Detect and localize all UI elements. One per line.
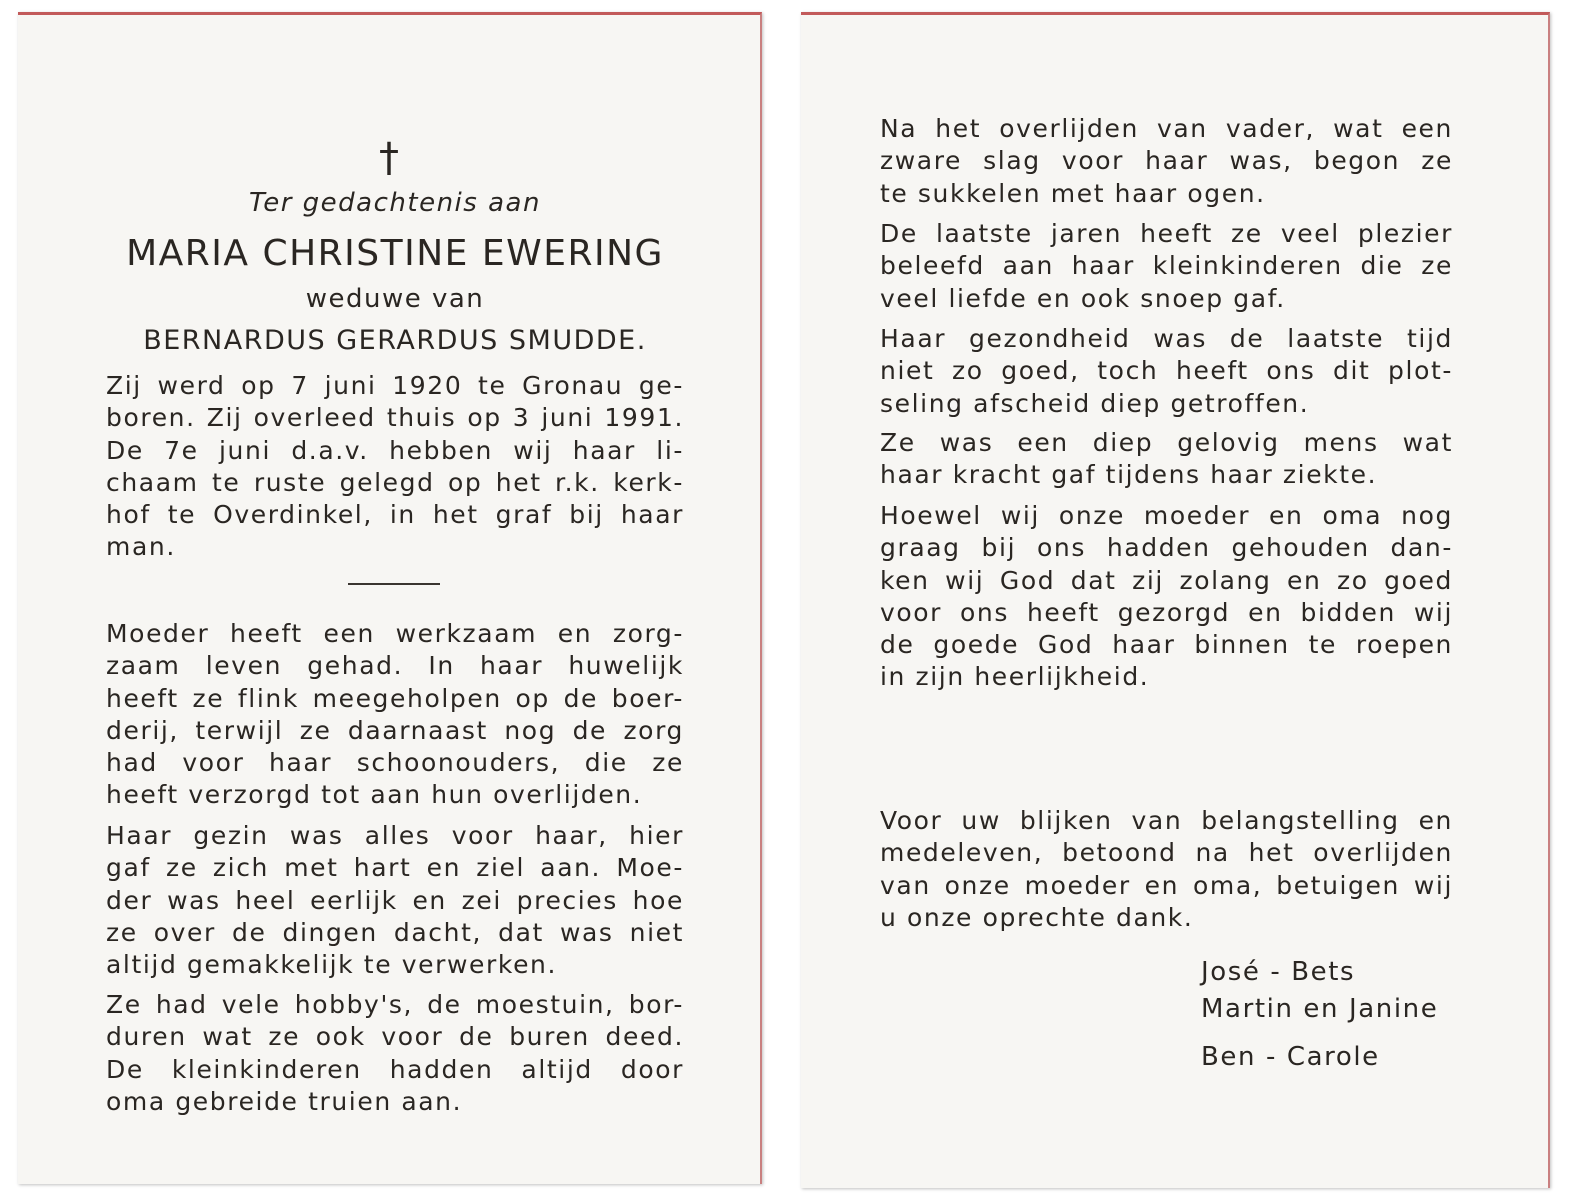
text-line: duren wat ze ook voor de buren deed. xyxy=(106,1022,684,1052)
deceased-name: MARIA CHRISTINE EWERING xyxy=(126,233,664,274)
text-line: Moeder heeft een werkzaam en zorg- xyxy=(106,619,684,648)
text-line: graag bij ons hadden gehouden dan- xyxy=(880,533,1453,563)
text-line: Haar gezin was alles voor haar, hier xyxy=(106,821,684,850)
eyesight-paragraph xyxy=(880,113,1453,210)
faith-paragraph xyxy=(880,427,1453,492)
thanks-paragraph xyxy=(880,805,1453,934)
cross-symbol: † xyxy=(379,135,399,181)
text-line: Zij werd op 7 juni 1920 te Gronau ge- xyxy=(106,371,684,400)
memorial-intro: Ter gedachtenis aan xyxy=(249,188,541,218)
text-line: Haar gezondheid was de laatste tijd xyxy=(880,324,1453,353)
text-line: De laatste jaren heeft ze veel plezier xyxy=(880,219,1453,248)
text-line: heeft verzorgd tot aan hun overlijden. xyxy=(106,780,643,810)
text-line: voor ons heeft gezorgd en bidden wij xyxy=(880,597,1453,627)
text-line: u onze oprechte dank. xyxy=(880,902,1194,932)
text-line: Ze had vele hobby's, de moestuin, bor- xyxy=(106,990,684,1019)
text-line: Ze was een diep gelovig mens wat xyxy=(880,428,1453,457)
text-line: heeft ze flink meegeholpen op de boer- xyxy=(106,683,684,713)
memorial-card-back xyxy=(801,12,1550,1188)
text-line: veel liefde en ook snoep gaf. xyxy=(880,283,1286,313)
memorial-card-front xyxy=(18,12,762,1184)
text-line: ze over de dingen dacht, dat was niet xyxy=(106,917,684,947)
prayer-paragraph xyxy=(880,500,1453,694)
text-line: oma gebreide truien aan. xyxy=(106,1086,463,1116)
text-line: hof te Overdinkel, in het graf bij haar xyxy=(106,500,684,530)
text-line: De kleinkinderen hadden altijd door xyxy=(106,1054,684,1084)
widow-of-label: weduwe van xyxy=(305,284,485,314)
text-line: der was heel eerlijk en zei precies hoe xyxy=(106,885,684,915)
husband-name: BERNARDUS GERARDUS SMUDDE. xyxy=(143,325,647,356)
text-line: de goede God haar binnen te roepen xyxy=(880,630,1453,660)
text-line: Hoewel wij onze moeder en oma nog xyxy=(880,501,1453,530)
text-line: ken wij God dat zij zolang en zo goed xyxy=(880,565,1453,595)
text-line: zaam leven gehad. In haar huwelijk xyxy=(106,651,684,681)
text-line: gaf ze zich met hart en ziel aan. Moe- xyxy=(106,853,684,883)
life-paragraph xyxy=(106,618,684,812)
family-signature-2: Martin en Janine xyxy=(1201,994,1439,1024)
text-line: altijd gemakkelijk te verwerken. xyxy=(106,950,558,980)
family-signature-3: Ben - Carole xyxy=(1201,1042,1380,1072)
text-line: haar kracht gaf tijdens haar ziekte. xyxy=(880,460,1378,490)
text-line: De 7e juni d.a.v. hebben wij haar li- xyxy=(106,435,684,465)
text-line: Voor uw blijken van belangstelling en xyxy=(880,806,1453,835)
family-paragraph xyxy=(106,820,684,981)
text-line: van onze moeder en oma, betuigen wij xyxy=(880,870,1453,900)
text-line: niet zo goed, toch heeft ons dit plot- xyxy=(880,356,1453,386)
text-line: man. xyxy=(106,532,176,562)
health-paragraph xyxy=(880,323,1453,420)
text-line: te sukkelen met haar ogen. xyxy=(880,178,1266,208)
text-line: zware slag voor haar was, begon ze xyxy=(880,146,1453,176)
text-line: derij, terwijl ze daarnaast nog de zorg xyxy=(106,715,684,745)
birth-death-paragraph xyxy=(106,370,684,564)
text-line: boren. Zij overleed thuis op 3 juni 1991. xyxy=(106,403,684,433)
text-line: in zijn heerlijkheid. xyxy=(880,662,1150,692)
text-line: seling afscheid diep getroffen. xyxy=(880,388,1310,418)
text-line: medeleven, betoond na het overlijden xyxy=(880,838,1453,868)
text-line: chaam te ruste gelegd op het r.k. kerk- xyxy=(106,467,684,497)
hobbies-paragraph xyxy=(106,989,684,1118)
text-line: Na het overlijden van vader, wat een xyxy=(880,114,1453,143)
grandchildren-paragraph xyxy=(880,218,1453,315)
family-signature-1: José - Bets xyxy=(1201,957,1356,987)
text-line: had voor haar schoonouders, die ze xyxy=(106,748,684,778)
divider-line xyxy=(348,583,440,585)
text-line: beleefd aan haar kleinkinderen die ze xyxy=(880,251,1453,281)
